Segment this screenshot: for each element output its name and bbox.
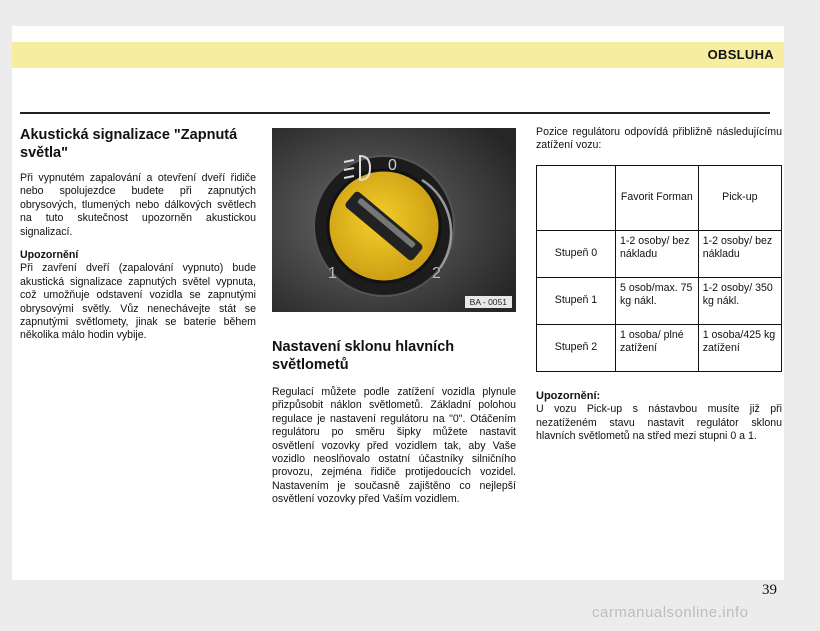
dial-mark-1: 1 [328,265,337,282]
paragraph-headlight-levelling: Regulací můžete podle zatížení vozidla plynule přizpůsobit náklon světlometů. Základní polohou regulace je nastavení regulátoru na "0". Otáčením regulátoru po směru šipky můžete nastavit osvětlení vozovky před vozidlem tak, aby Vaše vozidlo neoslňovalo ostatní účastníky silničního provozu, zejména řidiče protijedoucích vozidel. Nastavením je současně zajištěno co nejlepší osvětlení vozovky před Vaším vozidlem. [272,386,516,506]
table-cell: 1 osoba/ plné zatížení [616,324,699,371]
figure-reference: BA - 0051 [465,296,512,308]
table-row-header: Stupeň 0 [537,230,616,277]
paragraph-acoustic-signal: Při vypnutém zapalování a otevření dveří řidiče nebo spolujezdce budete při zapnutých obrysových, tlumených nebo dálkových světlech na tuto skutečnost upozorněn akustickou signalizací. [20,172,256,238]
table-row [537,230,782,277]
page-number: 39 [762,582,777,598]
heading-headlight-levelling: Nastavení sklonu hlavních světlometů [272,339,455,373]
table-cell: 5 osob/max. 75 kg nákl. [616,277,699,324]
table-row-header: Stupeň 2 [537,324,616,371]
table-cell: 1-2 osoby/ bez nákladu [698,230,781,277]
regulator-dial-illustration [272,128,516,312]
load-table [536,165,782,372]
section-title: OBSLUHA [707,47,774,62]
heading-acoustic-signal: Akustická signalizace "Zapnutá světla" [20,127,238,161]
paragraph-note-right: U vozu Pick-up s nástavbou musíte již při nezatíženém stavu nastavit regulátor sklonu hlavních světlometů na střed mezi stupni 0 a 1. [536,403,782,443]
dial-mark-2: 2 [432,265,441,282]
column-right [536,126,782,443]
column-middle [272,128,516,507]
section-header [12,42,784,68]
paragraph-table-intro: Pozice regulátoru odpovídá přibližně následujícímu zatížení vozu: [536,126,782,152]
table-cell: 1-2 osoby/ bez nákladu [616,230,699,277]
table-header-cell [537,165,616,230]
column-left [20,126,256,343]
watermark: carmanualsonline.info [592,604,749,621]
table-header-cell: Favorit Forman [616,165,699,230]
section-rule [20,112,770,114]
table-row [537,277,782,324]
table-cell: 1 osoba/425 kg zatížení [698,324,781,371]
table-header-cell: Pick-up [698,165,781,230]
paragraph-note-left: Při zavření dveří (zapalování vypnuto) bude akustická signalizace zapnutých světel vypnuta, což umožňuje odstavení vozidla se zapnutými obrysovými světly. Vůz nenechávejte stát se zapnutými světlomety, jinak se baterie během několika málo hodin vybije. [20,262,256,342]
table-cell: 1-2 osoby/ 350 kg nákl. [698,277,781,324]
table-header-row [537,165,782,230]
table-row [537,324,782,371]
note-title-left: Upozornění [20,249,79,262]
table-row-header: Stupeň 1 [537,277,616,324]
headlight-regulator-photo [272,128,516,312]
note-title-right: Upozornění: [536,389,601,402]
dial-mark-0: 0 [388,157,397,174]
